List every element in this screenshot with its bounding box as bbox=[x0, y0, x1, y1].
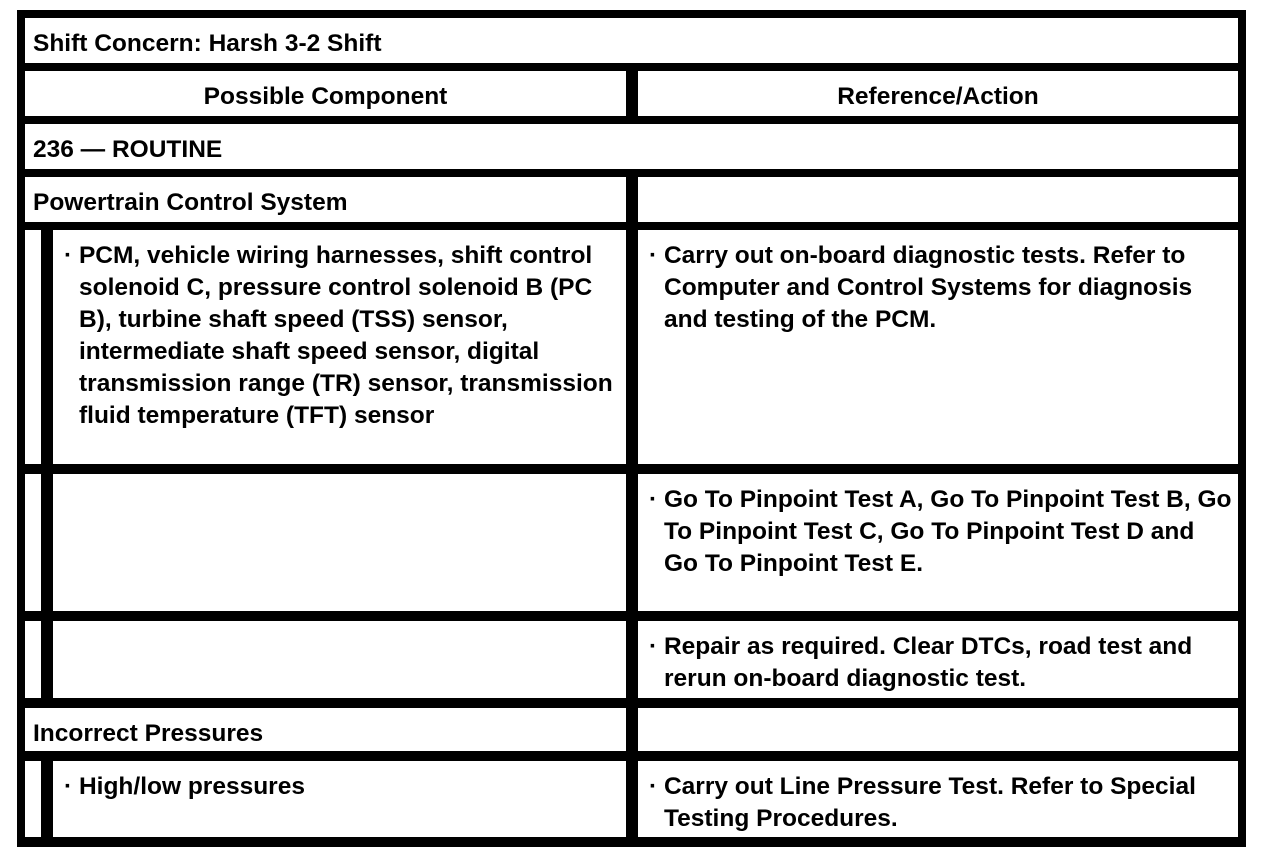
component-text: · High/low pressures bbox=[64, 773, 305, 800]
group-heading-powertrain-action bbox=[638, 177, 1238, 222]
group-heading-powertrain: Powertrain Control System bbox=[25, 177, 626, 222]
header-possible-component: Possible Component bbox=[25, 71, 626, 116]
header-reference-action: Reference/Action bbox=[638, 71, 1238, 116]
action-cell bbox=[638, 230, 1238, 464]
action-cell bbox=[638, 474, 1238, 611]
indent-cell bbox=[25, 230, 41, 464]
component-cell bbox=[53, 761, 626, 837]
group-heading-incorrect-pressures-action bbox=[638, 708, 1238, 751]
action-cell bbox=[638, 621, 1238, 698]
indent-cell bbox=[25, 621, 41, 698]
action-text: · Go To Pinpoint Test A, Go To Pinpoint Test B, Go To Pinpoint Test C, Go To Pinpoint Test D and Go To Pinpoint Test E. bbox=[649, 486, 1232, 577]
component-cell bbox=[53, 621, 626, 698]
action-text: · Carry out Line Pressure Test. Refer to Special Testing Procedures. bbox=[649, 773, 1196, 832]
action-text: · Carry out on-board diagnostic tests. Refer to Computer and Control Systems for diagnosis and testing of the PCM. bbox=[649, 242, 1193, 333]
action-cell bbox=[638, 761, 1238, 837]
indent-cell bbox=[25, 474, 41, 611]
table-title: Shift Concern: Harsh 3-2 Shift bbox=[25, 18, 1238, 63]
indent-cell bbox=[25, 761, 41, 837]
component-cell bbox=[53, 230, 626, 464]
component-cell bbox=[53, 474, 626, 611]
shift-concern-table bbox=[17, 10, 1246, 847]
routine-label: 236 — ROUTINE bbox=[25, 124, 1238, 169]
component-text: · PCM, vehicle wiring harnesses, shift control solenoid C, pressure control solenoid B (PC B), turbine shaft speed (TSS) sensor, intermediate shaft speed sensor, digital transmission range (TR) sensor, transmission fluid temperature (TFT) sensor bbox=[64, 242, 613, 429]
group-heading-incorrect-pressures: Incorrect Pressures bbox=[25, 708, 626, 751]
action-text: · Repair as required. Clear DTCs, road test and rerun on-board diagnostic test. bbox=[649, 633, 1193, 692]
